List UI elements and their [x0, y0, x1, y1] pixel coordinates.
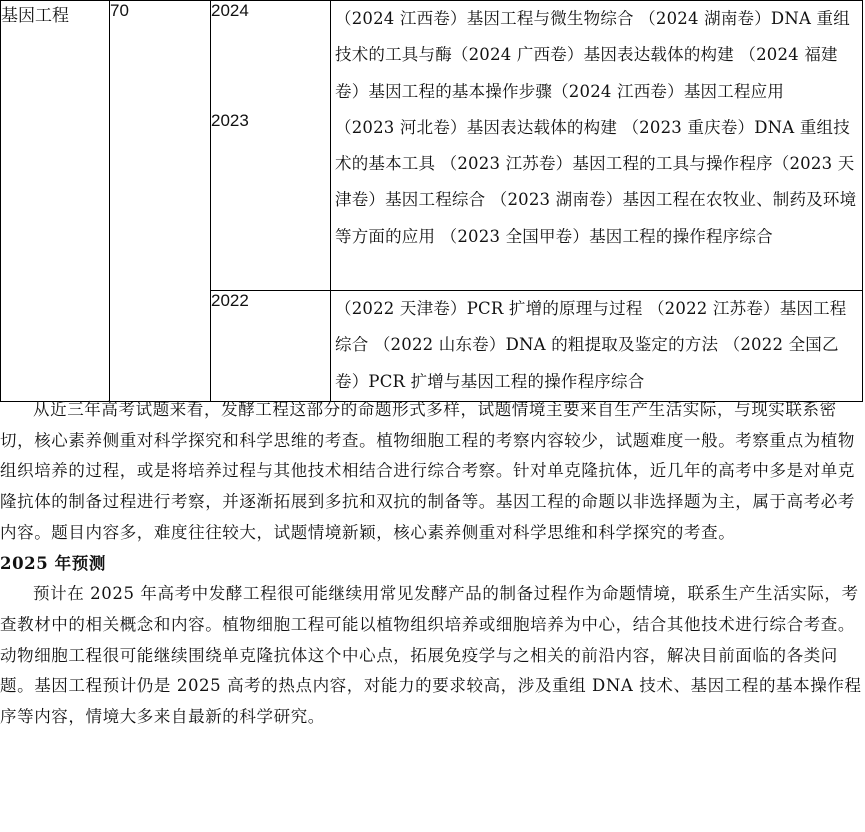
score-cell: 70 [110, 1, 211, 402]
papers-cell-2024-2023 [331, 1, 863, 291]
analysis-section [0, 395, 862, 733]
year-label-2024: 2024 [211, 1, 249, 20]
table-row [1, 1, 863, 291]
year-cell-2022: 2022 [211, 291, 331, 402]
papers-2024: （2024 江西卷）基因工程与微生物综合 （2024 湖南卷）DNA 重组技术的工具与酶（2024 广西卷）基因表达载体的构建 （2024 福建卷）基因工程的基本操作步骤（2024 江西卷）基因工程应用 [335, 9, 850, 101]
papers-2023: （2023 河北卷）基因表达载体的构建 （2023 重庆卷）DNA 重组技术的基本工具 （2023 江苏卷）基因工程的工具与操作程序（2023 天津卷）基因工程综合 （2023 湖南卷）基因工程在农牧业、制药及环境等方面的应用 （2023 全国甲卷）基因工程的操作程序综合 [335, 117, 857, 246]
year-cell-2024-2023 [211, 1, 331, 291]
forecast-heading: 2025 年预测 [0, 553, 106, 573]
analysis-paragraph: 从近三年高考试题来看，发酵工程这部分的命题形式多样，试题情境主要来自生产生活实际，与现实联系密切，核心素养侧重对科学探究和科学思维的考查。植物细胞工程的考察内容较少，试题难度一般。考察重点为植物组织培养的过程，或是将培养过程与其他技术相结合进行综合考察。针对单克隆抗体，近几年的高考中多是对单克隆抗体的制备过程进行考察，并逐渐拓展到多抗和双抗的制备等。基因工程的命题以非选择题为主，属于高考必考内容。题目内容多，难度往往较大，试题情境新颖，核心素养侧重对科学思维和科学探究的考查。 [0, 400, 855, 542]
topic-cell: 基因工程 [1, 1, 110, 402]
papers-2022: （2022 天津卷）PCR 扩增的原理与过程 （2022 江苏卷）基因工程综合 （2022 山东卷）DNA 的粗提取及鉴定的方法 （2022 全国乙卷）PCR 扩增与基因工程的操作程序综合 [335, 299, 847, 391]
year-label-2023: 2023 [211, 111, 249, 130]
forecast-paragraph: 预计在 2025 年高考中发酵工程很可能继续用常见发酵产品的制备过程作为命题情境，联系生产生活实际，考查教材中的相关概念和内容。植物细胞工程可能以植物组织培养或细胞培养为中心，结合其他技术进行综合考查。动物细胞工程很可能继续围绕单克隆抗体这个中心点，拓展免疫学与之相关的前沿内容，解决目前面临的各类问题。基因工程预计仍是 2025 高考的热点内容，对能力的要求较高，涉及重组 DNA 技术、基因工程的基本操作程序等内容，情境大多来自最新的科学研究。 [0, 584, 862, 727]
exam-topic-table [0, 0, 863, 402]
papers-cell-2022 [331, 291, 863, 402]
